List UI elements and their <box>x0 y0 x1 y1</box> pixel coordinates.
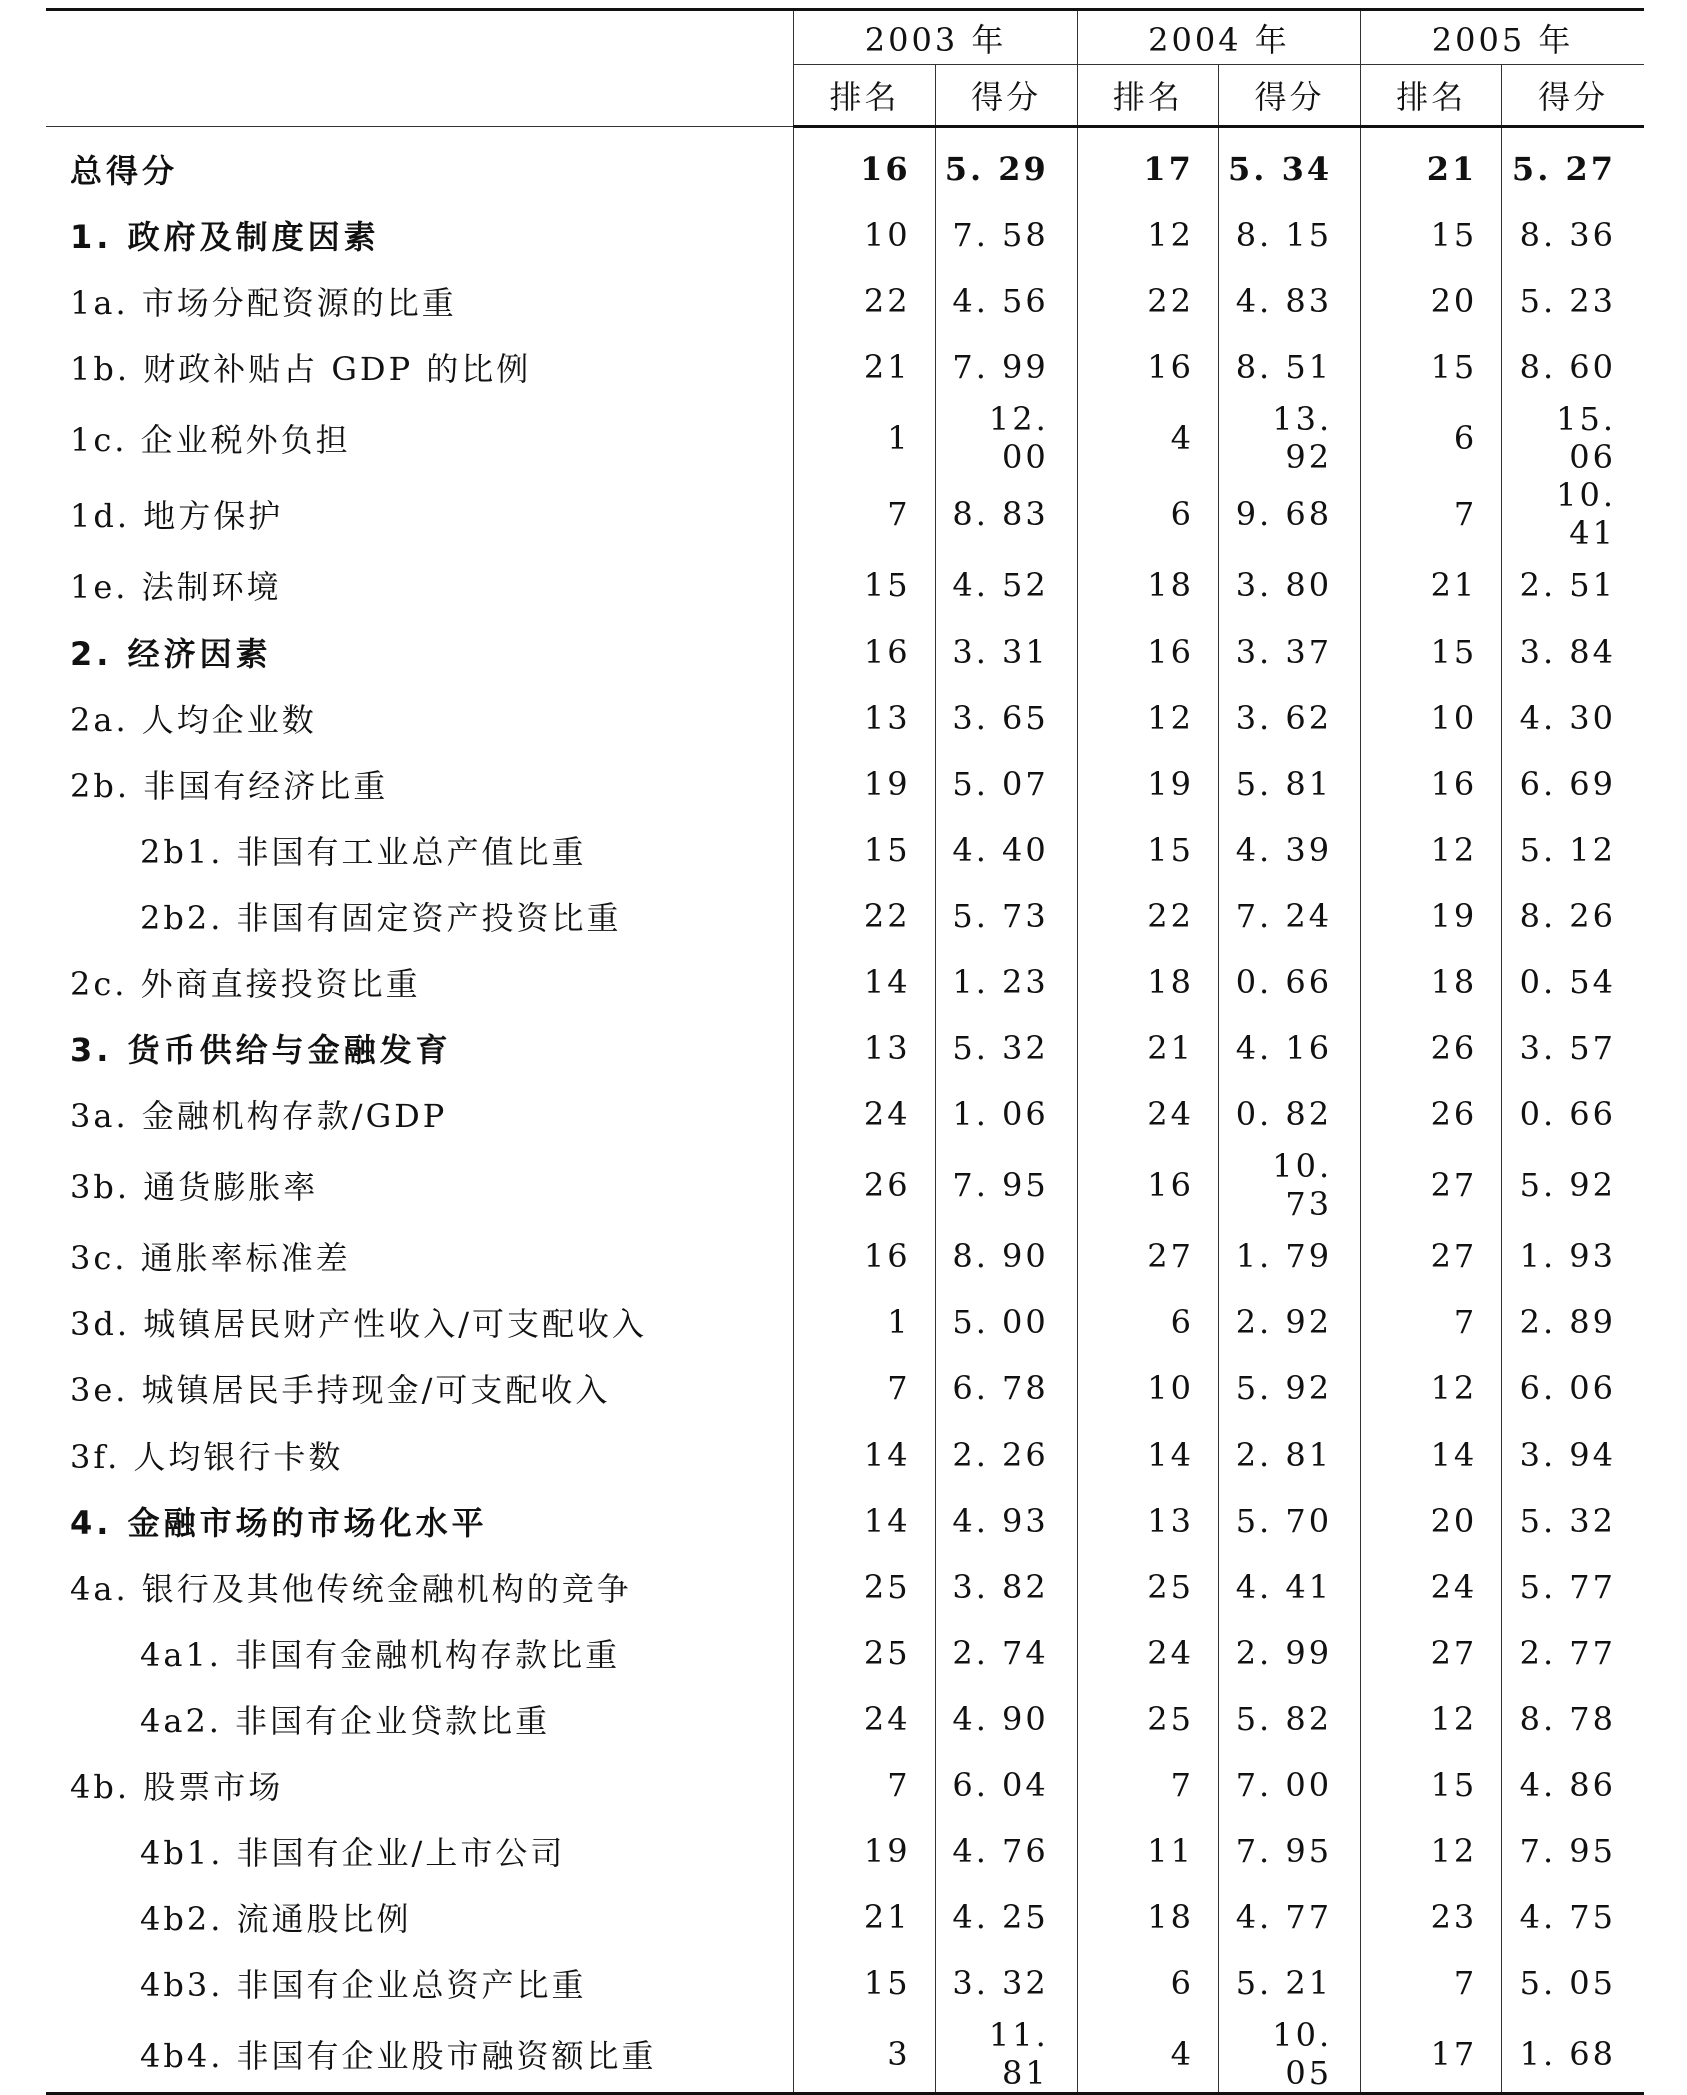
rank-2005-cell: 21 <box>1361 552 1502 618</box>
table-row <box>46 1081 1644 1147</box>
score-2004-cell: 7. 00 <box>1218 1752 1360 1818</box>
score-2004-cell: 4. 16 <box>1218 1015 1360 1081</box>
score-2004-cell: 3. 80 <box>1218 552 1360 618</box>
score-2003-cell: 4. 40 <box>935 817 1077 883</box>
score-2003-cell: 3. 31 <box>935 618 1077 684</box>
rank-2003-cell: 16 <box>794 127 935 203</box>
rank-2003-cell: 19 <box>794 751 935 817</box>
score-2003-cell: 1. 06 <box>935 1081 1077 1147</box>
score-2005-cell: 3. 84 <box>1502 618 1644 684</box>
row-label: 4b3. 非国有企业总资产比重 <box>140 1966 587 2005</box>
score-2005-cell: 5. 23 <box>1502 268 1644 334</box>
year-2004-header: 2004 年 <box>1077 10 1360 65</box>
rank-2004-cell: 12 <box>1077 685 1218 751</box>
score-2005-cell: 2. 51 <box>1502 552 1644 618</box>
row-label: 2. 经济因素 <box>70 634 272 673</box>
table-row <box>46 1289 1644 1355</box>
rank-2003-cell: 1 <box>794 1289 935 1355</box>
row-label: 1. 政府及制度因素 <box>70 218 380 257</box>
rank-2005-cell: 27 <box>1361 1223 1502 1289</box>
row-label: 4b2. 流通股比例 <box>140 1900 412 1939</box>
score-header-2003: 得分 <box>935 65 1077 127</box>
rank-2004-cell: 21 <box>1077 1015 1218 1081</box>
rank-2005-cell: 7 <box>1361 476 1502 552</box>
rank-2003-cell: 14 <box>794 1422 935 1488</box>
rank-2005-cell: 6 <box>1361 400 1502 476</box>
header-blank-cell <box>46 10 794 127</box>
rank-2005-cell: 15 <box>1361 1752 1502 1818</box>
marketization-score-table-container <box>46 8 1644 2095</box>
score-2004-cell: 4. 77 <box>1218 1884 1360 1950</box>
rank-2003-cell: 3 <box>794 2016 935 2094</box>
row-label: 1e. 法制环境 <box>70 568 282 607</box>
rank-2003-cell: 1 <box>794 400 935 476</box>
score-2004-cell: 8. 15 <box>1218 202 1360 268</box>
year-2005-header: 2005 年 <box>1361 10 1644 65</box>
rank-2004-cell: 10 <box>1077 1355 1218 1421</box>
rank-2003-cell: 7 <box>794 476 935 552</box>
rank-2005-cell: 15 <box>1361 334 1502 400</box>
table-row <box>46 949 1644 1015</box>
score-2003-cell: 4. 76 <box>935 1818 1077 1884</box>
table-row <box>46 1818 1644 1884</box>
score-2003-cell: 4. 90 <box>935 1686 1077 1752</box>
table-row <box>46 1950 1644 2016</box>
score-2003-cell: 4. 93 <box>935 1488 1077 1554</box>
score-2004-cell: 7. 95 <box>1218 1818 1360 1884</box>
rank-2004-cell: 11 <box>1077 1818 1218 1884</box>
table-row <box>46 1355 1644 1421</box>
score-2005-cell: 2. 77 <box>1502 1620 1644 1686</box>
score-2003-cell: 3. 82 <box>935 1554 1077 1620</box>
rank-2005-cell: 16 <box>1361 751 1502 817</box>
rank-2004-cell: 14 <box>1077 1422 1218 1488</box>
score-2005-cell: 6. 06 <box>1502 1355 1644 1421</box>
rank-2003-cell: 24 <box>794 1686 935 1752</box>
row-label: 1a. 市场分配资源的比重 <box>70 284 457 323</box>
table-row <box>46 476 1644 552</box>
rank-2004-cell: 13 <box>1077 1488 1218 1554</box>
score-2004-cell: 8. 51 <box>1218 334 1360 400</box>
score-2005-cell: 5. 12 <box>1502 817 1644 883</box>
rank-2005-cell: 14 <box>1361 1422 1502 1488</box>
score-2005-cell: 5. 77 <box>1502 1554 1644 1620</box>
rank-header-2005: 排名 <box>1361 65 1502 127</box>
row-label: 4a2. 非国有企业贷款比重 <box>140 1701 551 1740</box>
score-2005-cell: 8. 36 <box>1502 202 1644 268</box>
score-2004-cell: 3. 37 <box>1218 618 1360 684</box>
table-row <box>46 127 1644 203</box>
score-2003-cell: 4. 25 <box>935 1884 1077 1950</box>
score-2004-cell: 5. 81 <box>1218 751 1360 817</box>
rank-2005-cell: 24 <box>1361 1554 1502 1620</box>
row-label: 2b2. 非国有固定资产投资比重 <box>140 898 622 937</box>
table-row <box>46 1223 1644 1289</box>
score-2005-cell: 5. 92 <box>1502 1147 1644 1223</box>
score-2005-cell: 8. 26 <box>1502 883 1644 949</box>
rank-2004-cell: 6 <box>1077 476 1218 552</box>
score-2005-cell: 5. 05 <box>1502 1950 1644 2016</box>
rank-2004-cell: 19 <box>1077 751 1218 817</box>
row-label: 2b1. 非国有工业总产值比重 <box>140 832 587 871</box>
score-2003-cell: 3. 32 <box>935 1950 1077 2016</box>
rank-2005-cell: 15 <box>1361 618 1502 684</box>
rank-2003-cell: 24 <box>794 1081 935 1147</box>
rank-2004-cell: 7 <box>1077 1752 1218 1818</box>
score-2005-cell: 4. 86 <box>1502 1752 1644 1818</box>
rank-2004-cell: 25 <box>1077 1554 1218 1620</box>
rank-2005-cell: 21 <box>1361 127 1502 203</box>
table-row <box>46 202 1644 268</box>
rank-2005-cell: 19 <box>1361 883 1502 949</box>
score-2004-cell: 13. 92 <box>1218 400 1360 476</box>
row-label: 3b. 通货膨胀率 <box>70 1168 319 1207</box>
table-row <box>46 685 1644 751</box>
score-2004-cell: 10. 05 <box>1218 2016 1360 2094</box>
rank-2005-cell: 20 <box>1361 1488 1502 1554</box>
rank-2005-cell: 27 <box>1361 1620 1502 1686</box>
rank-2005-cell: 12 <box>1361 1686 1502 1752</box>
rank-2003-cell: 10 <box>794 202 935 268</box>
rank-2005-cell: 12 <box>1361 817 1502 883</box>
rank-2005-cell: 23 <box>1361 1884 1502 1950</box>
score-2003-cell: 6. 04 <box>935 1752 1077 1818</box>
rank-2005-cell: 27 <box>1361 1147 1502 1223</box>
score-2005-cell: 3. 57 <box>1502 1015 1644 1081</box>
score-2004-cell: 4. 41 <box>1218 1554 1360 1620</box>
score-2003-cell: 6. 78 <box>935 1355 1077 1421</box>
table-row <box>46 2016 1644 2094</box>
score-2004-cell: 5. 21 <box>1218 1950 1360 2016</box>
rank-2003-cell: 25 <box>794 1554 935 1620</box>
table-row <box>46 817 1644 883</box>
table-row <box>46 1554 1644 1620</box>
score-2003-cell: 11. 81 <box>935 2016 1077 2094</box>
score-2005-cell: 5. 27 <box>1502 127 1644 203</box>
score-2003-cell: 5. 29 <box>935 127 1077 203</box>
row-label: 2a. 人均企业数 <box>70 700 317 739</box>
row-label: 4a. 银行及其他传统金融机构的竞争 <box>70 1569 632 1608</box>
rank-2004-cell: 25 <box>1077 1686 1218 1752</box>
rank-2004-cell: 6 <box>1077 1289 1218 1355</box>
table-row <box>46 1147 1644 1223</box>
table-header <box>46 10 1644 127</box>
rank-2003-cell: 21 <box>794 1884 935 1950</box>
table-row <box>46 751 1644 817</box>
rank-2003-cell: 14 <box>794 949 935 1015</box>
rank-2004-cell: 16 <box>1077 334 1218 400</box>
rank-2003-cell: 15 <box>794 817 935 883</box>
score-2005-cell: 1. 93 <box>1502 1223 1644 1289</box>
score-2004-cell: 3. 62 <box>1218 685 1360 751</box>
row-label: 4b. 股票市场 <box>70 1768 284 1807</box>
rank-2004-cell: 24 <box>1077 1620 1218 1686</box>
score-2003-cell: 4. 52 <box>935 552 1077 618</box>
score-2003-cell: 2. 74 <box>935 1620 1077 1686</box>
row-label: 3d. 城镇居民财产性收入/可支配收入 <box>70 1305 647 1344</box>
rank-2004-cell: 22 <box>1077 883 1218 949</box>
rank-2003-cell: 15 <box>794 1950 935 2016</box>
score-2005-cell: 4. 75 <box>1502 1884 1644 1950</box>
rank-2004-cell: 24 <box>1077 1081 1218 1147</box>
table-row <box>46 618 1644 684</box>
score-2004-cell: 0. 82 <box>1218 1081 1360 1147</box>
row-label: 3c. 通胀率标准差 <box>70 1239 351 1278</box>
rank-2003-cell: 14 <box>794 1488 935 1554</box>
marketization-score-table <box>46 8 1644 2095</box>
row-label: 1d. 地方保护 <box>70 497 284 536</box>
table-row <box>46 1752 1644 1818</box>
score-2003-cell: 7. 99 <box>935 334 1077 400</box>
score-2003-cell: 8. 90 <box>935 1223 1077 1289</box>
score-2003-cell: 2. 26 <box>935 1422 1077 1488</box>
table-row <box>46 1422 1644 1488</box>
rank-2003-cell: 15 <box>794 552 935 618</box>
score-2003-cell: 1. 23 <box>935 949 1077 1015</box>
table-row <box>46 334 1644 400</box>
row-label: 4a1. 非国有金融机构存款比重 <box>140 1635 621 1674</box>
table-row <box>46 552 1644 618</box>
rank-2005-cell: 12 <box>1361 1355 1502 1421</box>
table-body <box>46 127 1644 2094</box>
rank-2003-cell: 7 <box>794 1752 935 1818</box>
rank-2004-cell: 16 <box>1077 1147 1218 1223</box>
score-2005-cell: 0. 54 <box>1502 949 1644 1015</box>
score-2003-cell: 7. 95 <box>935 1147 1077 1223</box>
score-2004-cell: 5. 70 <box>1218 1488 1360 1554</box>
score-2004-cell: 5. 92 <box>1218 1355 1360 1421</box>
rank-2005-cell: 20 <box>1361 268 1502 334</box>
score-2003-cell: 5. 07 <box>935 751 1077 817</box>
rank-2005-cell: 12 <box>1361 1818 1502 1884</box>
rank-2004-cell: 17 <box>1077 127 1218 203</box>
score-2003-cell: 8. 83 <box>935 476 1077 552</box>
row-label: 3. 货币供给与金融发育 <box>70 1031 452 1070</box>
score-2005-cell: 8. 78 <box>1502 1686 1644 1752</box>
row-label: 总得分 <box>70 151 179 190</box>
score-2004-cell: 9. 68 <box>1218 476 1360 552</box>
rank-header-2004: 排名 <box>1077 65 1218 127</box>
score-2005-cell: 8. 60 <box>1502 334 1644 400</box>
rank-2004-cell: 18 <box>1077 1884 1218 1950</box>
rank-2004-cell: 22 <box>1077 268 1218 334</box>
rank-2005-cell: 26 <box>1361 1081 1502 1147</box>
rank-header-2003: 排名 <box>794 65 935 127</box>
score-2005-cell: 5. 32 <box>1502 1488 1644 1554</box>
row-label: 2c. 外商直接投资比重 <box>70 964 421 1003</box>
score-2004-cell: 10. 73 <box>1218 1147 1360 1223</box>
score-header-2005: 得分 <box>1502 65 1644 127</box>
rank-2003-cell: 22 <box>794 268 935 334</box>
rank-2003-cell: 25 <box>794 1620 935 1686</box>
table-row <box>46 1686 1644 1752</box>
score-2004-cell: 2. 92 <box>1218 1289 1360 1355</box>
rank-2004-cell: 4 <box>1077 400 1218 476</box>
score-2005-cell: 6. 69 <box>1502 751 1644 817</box>
rank-2003-cell: 16 <box>794 618 935 684</box>
row-label: 3f. 人均银行卡数 <box>70 1437 344 1476</box>
rank-2003-cell: 21 <box>794 334 935 400</box>
score-2004-cell: 0. 66 <box>1218 949 1360 1015</box>
score-2004-cell: 7. 24 <box>1218 883 1360 949</box>
row-label: 4b1. 非国有企业/上市公司 <box>140 1834 566 1873</box>
score-2004-cell: 4. 39 <box>1218 817 1360 883</box>
rank-2004-cell: 16 <box>1077 618 1218 684</box>
rank-2004-cell: 12 <box>1077 202 1218 268</box>
rank-2003-cell: 13 <box>794 1015 935 1081</box>
score-2005-cell: 10. 41 <box>1502 476 1644 552</box>
year-header-row <box>46 10 1644 65</box>
table-row <box>46 268 1644 334</box>
score-2005-cell: 1. 68 <box>1502 2016 1644 2094</box>
table-row <box>46 1015 1644 1081</box>
score-2004-cell: 5. 34 <box>1218 127 1360 203</box>
rank-2005-cell: 10 <box>1361 685 1502 751</box>
rank-2005-cell: 18 <box>1361 949 1502 1015</box>
score-2003-cell: 7. 58 <box>935 202 1077 268</box>
row-label: 3a. 金融机构存款/GDP <box>70 1097 448 1136</box>
score-2003-cell: 5. 32 <box>935 1015 1077 1081</box>
row-label: 3e. 城镇居民手持现金/可支配收入 <box>70 1371 611 1410</box>
rank-2003-cell: 16 <box>794 1223 935 1289</box>
row-label: 2b. 非国有经济比重 <box>70 766 389 805</box>
score-2004-cell: 2. 81 <box>1218 1422 1360 1488</box>
rank-2003-cell: 22 <box>794 883 935 949</box>
table-row <box>46 1620 1644 1686</box>
table-row <box>46 1488 1644 1554</box>
score-2005-cell: 7. 95 <box>1502 1818 1644 1884</box>
row-label: 1c. 企业税外负担 <box>70 421 351 460</box>
rank-2004-cell: 18 <box>1077 949 1218 1015</box>
row-label: 4b4. 非国有企业股市融资额比重 <box>46 2016 794 2094</box>
rank-2005-cell: 7 <box>1361 1289 1502 1355</box>
score-2004-cell: 1. 79 <box>1218 1223 1360 1289</box>
score-header-2004: 得分 <box>1218 65 1360 127</box>
row-label: 1b. 财政补贴占 GDP 的比例 <box>70 350 532 389</box>
rank-2005-cell: 7 <box>1361 1950 1502 2016</box>
rank-2003-cell: 13 <box>794 685 935 751</box>
row-label: 4. 金融市场的市场化水平 <box>70 1503 488 1542</box>
score-2004-cell: 5. 82 <box>1218 1686 1360 1752</box>
rank-2004-cell: 4 <box>1077 2016 1218 2094</box>
rank-2004-cell: 15 <box>1077 817 1218 883</box>
rank-2004-cell: 6 <box>1077 1950 1218 2016</box>
rank-2004-cell: 27 <box>1077 1223 1218 1289</box>
table-row <box>46 400 1644 476</box>
rank-2004-cell: 18 <box>1077 552 1218 618</box>
rank-2003-cell: 26 <box>794 1147 935 1223</box>
score-2003-cell: 4. 56 <box>935 268 1077 334</box>
score-2003-cell: 5. 00 <box>935 1289 1077 1355</box>
score-2003-cell: 12. 00 <box>935 400 1077 476</box>
score-2005-cell: 2. 89 <box>1502 1289 1644 1355</box>
score-2005-cell: 15. 06 <box>1502 400 1644 476</box>
year-2003-header: 2003 年 <box>794 10 1077 65</box>
rank-2005-cell: 17 <box>1361 2016 1502 2094</box>
score-2005-cell: 4. 30 <box>1502 685 1644 751</box>
table-row <box>46 1884 1644 1950</box>
score-2003-cell: 5. 73 <box>935 883 1077 949</box>
rank-2003-cell: 19 <box>794 1818 935 1884</box>
score-2003-cell: 3. 65 <box>935 685 1077 751</box>
score-2004-cell: 4. 83 <box>1218 268 1360 334</box>
table-row <box>46 883 1644 949</box>
rank-2005-cell: 15 <box>1361 202 1502 268</box>
score-2005-cell: 3. 94 <box>1502 1422 1644 1488</box>
score-2004-cell: 2. 99 <box>1218 1620 1360 1686</box>
rank-2005-cell: 26 <box>1361 1015 1502 1081</box>
rank-2003-cell: 7 <box>794 1355 935 1421</box>
score-2005-cell: 0. 66 <box>1502 1081 1644 1147</box>
